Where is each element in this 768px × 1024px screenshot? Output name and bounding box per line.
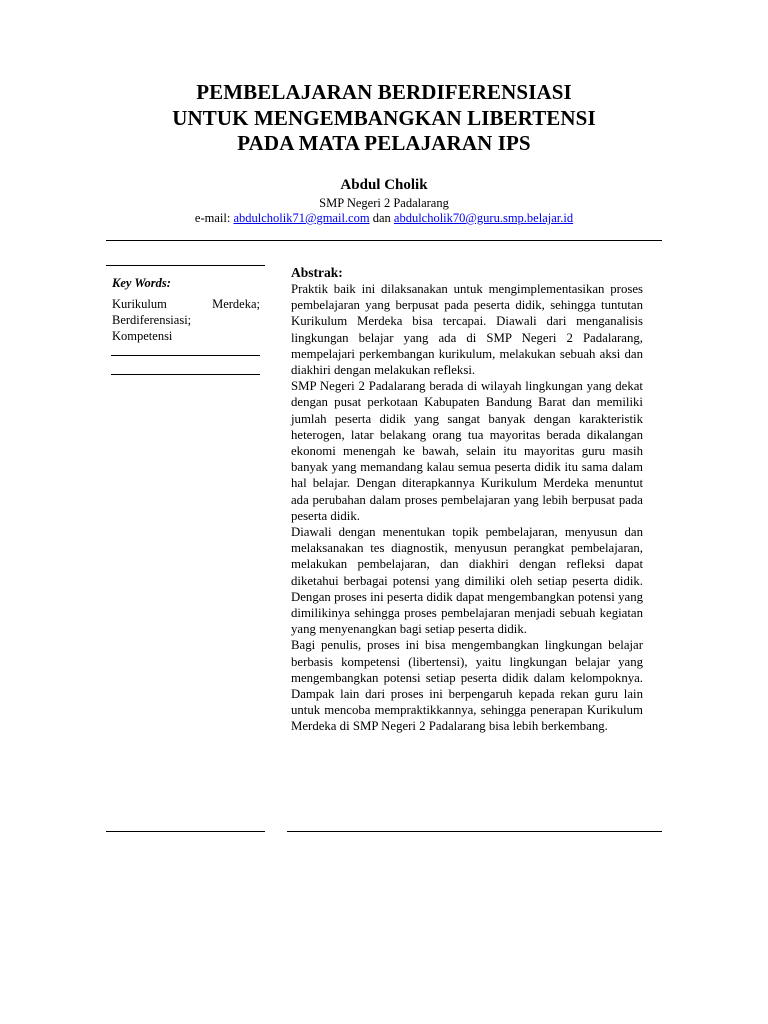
title-line-3: PADA MATA PELAJARAN IPS [237, 131, 531, 155]
keyword-item: Berdiferensiasi; [112, 313, 192, 327]
keyword-item: Kompetensi [112, 329, 173, 343]
abstract-paragraph: Bagi penulis, proses ini bisa mengembangkan lingkungan belajar berbasis kompetensi (libertensi), yaitu lingkungan belajar yang mengembangkan potensi setiap peserta didik dalam kelompoknya. Dampak lain dari proses ini berpengaruh kepada rekan guru lain untuk mencoba mempraktikkannya, sehingga penerapan Kurikulum Merdeka di SMP Negeri 2 Padalarang bisa lebih berkembang. [291, 638, 643, 734]
abstract-paragraph: SMP Negeri 2 Padalarang berada di wilayah lingkungan yang dekat dengan pusat perkotaan Kabupaten Bandung Barat dan memiliki jumlah peserta didik yang sangat banyak dengan karakteristik heterogen, latar belakang orang tua mayoritas berada dikalangan ekonomi menengah ke bawah, selain itu mayoritas guru masih banyak yang memandang kalau semua peserta didik itu sama dalam hal belajar. Dengan diterapkannya Kurikulum Merdeka menuntut ada perubahan dalam proses pembelajaran yang lebih berpusat pada peserta didik. [291, 379, 643, 523]
abstract-paragraph: Diawali dengan menentukan topik pembelajaran, menyusun dan melaksanakan tes diagnostik, menyusun perangkat pembelajaran, melakukan pembelajaran, dan diakhiri dengan refleksi dapat diketahui berbagai potensi yang dimiliki oleh setiap peserta didik. Dengan proses ini peserta didik dapat mengembangkan potensi yang dimilikinya sehingga proses pembelajaran menjadi sebuah kegiatan yang menyenangkan bagi setiap peserta didik. [291, 525, 643, 637]
keywords-list [112, 296, 260, 344]
keywords-top-rule [106, 265, 265, 266]
abstract-bottom-rule [287, 831, 662, 832]
header-divider [106, 240, 662, 241]
keywords-bottom-rule [106, 831, 265, 832]
title-line-1: PEMBELAJARAN BERDIFERENSIASI [196, 80, 572, 104]
keyword-item: Merdeka; [212, 297, 260, 311]
email-connector: dan [369, 211, 394, 225]
email-prefix: e-mail: [194, 211, 234, 225]
keywords-rule-1 [111, 355, 260, 356]
abstract-paragraph: Praktik baik ini dilaksanakan untuk mengimplementasikan proses pembelajaran yang berpusat pada peserta didik, sehingga tuntutan Kurikulum Merdeka bisa tercapai. Diawali dari menganalisis lingkungan belajar yang ada di SMP Negeri 2 Padalarang, mempelajari perkembangan kurikulum, melakukan sebuah aksi dan diakhiri dengan melakukan refleksi. [291, 282, 643, 378]
keywords-rule-2 [111, 374, 260, 375]
author-name: Abdul Cholik [340, 177, 428, 193]
paper-title [60, 80, 708, 157]
keyword-item: Kurikulum [112, 297, 167, 311]
keywords-heading: Key Words: [112, 276, 171, 290]
abstract-body [291, 281, 643, 735]
author-affiliation: SMP Negeri 2 Padalarang [319, 196, 449, 210]
title-line-2: UNTUK MENGEMBANGKAN LIBERTENSI [172, 105, 596, 130]
abstract-heading: Abstrak: [291, 265, 343, 280]
email-link-2[interactable]: abdulcholik70@guru.smp.belajar.id [393, 211, 574, 225]
author-email [0, 211, 768, 226]
email-link-1[interactable]: abdulcholik71@gmail.com [233, 211, 370, 225]
